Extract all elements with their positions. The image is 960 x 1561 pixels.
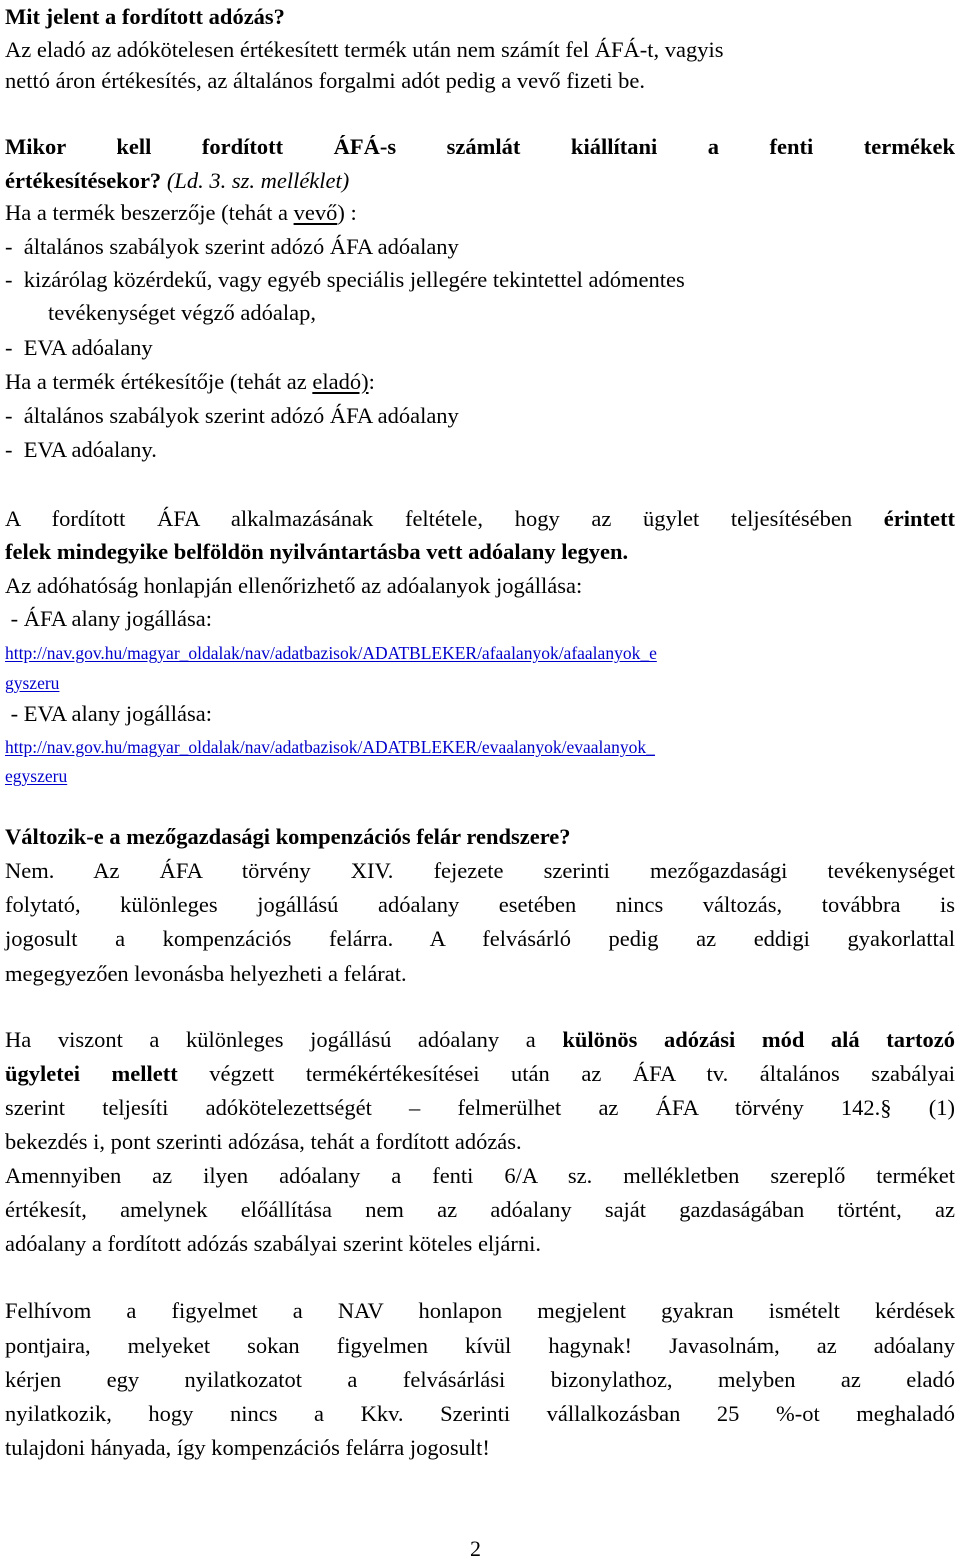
paragraph-line: adóalany a fordított adózás szabályai szerint köteles eljárni.: [5, 1231, 542, 1256]
paragraph-line: [5, 1026, 955, 1054]
question-line: [5, 167, 349, 195]
paragraph-line: nettó áron értékesítés, az általános forgalmi adót pedig a vevő fizeti be.: [5, 68, 645, 93]
text-span: A fordított ÁFA alkalmazásának feltétele, hogy az ügylet teljesítésében: [5, 506, 884, 531]
paragraph-line: értékesít, amelynek előállítása nem az adóalany saját gazdaságában történt, az: [5, 1197, 955, 1222]
eva-status-label: - EVA alany jogállása:: [5, 701, 213, 726]
paragraph-line: nyilatkozik, hogy nincs a Kkv. Szerinti vállalkozásban 25 %-ot meghaladó: [5, 1401, 955, 1426]
buyer-emphasis: vevő: [293, 200, 338, 225]
annex-reference: (Ld. 3. sz. melléklet): [161, 168, 350, 193]
text-span: Ha a termék beszerzője (tehát a: [5, 200, 294, 225]
text-span: végzett termékértékesítései után az ÁFA tv. általános szabályai: [177, 1061, 955, 1086]
paragraph-line: bekezdés i, pont szerinti adózása, tehát a fordított adózás.: [5, 1129, 522, 1154]
eva-status-link-continuation[interactable]: egyszeru: [5, 766, 68, 786]
seller-emphasis: eladó): [312, 369, 369, 394]
text-span: Ha a termék értékesítője (tehát az: [5, 369, 313, 394]
list-item: - EVA adóalany.: [5, 437, 157, 462]
afa-status-link[interactable]: http://nav.gov.hu/magyar_oldalak/nav/adatbazisok/ADATBLEKER/afaalanyok/afaalanyok_e: [5, 643, 657, 663]
paragraph-line: tulajdoni hányada, így kompenzációs felárra jogosult!: [5, 1435, 490, 1460]
paragraph-line: Az adóhatóság honlapján ellenőrizhető az adóalanyok jogállása:: [5, 573, 583, 598]
paragraph-line: megegyezően levonásba helyezheti a felárat.: [5, 961, 407, 986]
list-item: - általános szabályok szerint adózó ÁFA adóalany: [5, 403, 459, 428]
text-span: ) :: [337, 200, 357, 225]
afa-status-link-continuation[interactable]: gyszeru: [5, 673, 60, 693]
section-title-reverse-charge: Mit jelent a fordított adózás?: [5, 4, 285, 29]
paragraph-line: Amennyiben az ilyen adóalany a fenti 6/A sz. mellékletben szereplő terméket: [5, 1163, 955, 1188]
text-span: Ha viszont a különleges jogállású adóalany a: [5, 1027, 563, 1052]
question-text: értékesítésekor?: [5, 168, 162, 193]
list-item-continuation: tevékenységet végző adóalap,: [48, 300, 317, 325]
condition-emphasis: érintett: [883, 506, 955, 531]
list-item: - általános szabályok szerint adózó ÁFA adóalany: [5, 234, 459, 259]
paragraph-line: Nem. Az ÁFA törvény XIV. fejezete szerinti mezőgazdasági tevékenységet: [5, 858, 955, 883]
paragraph-line: kérjen egy nyilatkozatot a felvásárlási bizonylathoz, melyben az eladó: [5, 1367, 955, 1392]
eva-status-link[interactable]: http://nav.gov.hu/magyar_oldalak/nav/adatbazisok/ADATBLEKER/evaalanyok/evaalanyok_: [5, 737, 655, 757]
section-title-compensation: Változik-e a mezőgazdasági kompenzációs felár rendszere?: [5, 824, 571, 849]
paragraph-line: Felhívom a figyelmet a NAV honlapon megjelent gyakran ismételt kérdések: [5, 1298, 955, 1323]
afa-status-label: - ÁFA alany jogállása:: [5, 606, 213, 631]
page-number: 2: [470, 1536, 481, 1561]
paragraph-line: jogosult a kompenzációs felárra. A felvásárló pedig az eddigi gyakorlattal: [5, 926, 955, 951]
text-span: :: [368, 369, 375, 394]
paragraph-line: pontjaira, melyeket sokan figyelmen kívül hagynak! Javasolnám, az adóalany: [5, 1333, 955, 1358]
condition-line-bold: felek mindegyike belföldön nyilvántartásba vett adóalany legyen.: [5, 539, 629, 564]
list-item: - EVA adóalany: [5, 335, 153, 360]
buyer-condition: [5, 199, 357, 227]
seller-condition: [5, 368, 375, 396]
special-regime-emphasis-continuation: ügyletei mellett: [5, 1061, 178, 1086]
condition-line: [5, 505, 955, 533]
paragraph-line: folytató, különleges jogállású adóalany esetében nincs változás, továbbra is: [5, 892, 955, 917]
paragraph-line: [5, 1060, 955, 1088]
paragraph-line: szerint teljesíti adókötelezettségét – felmerülhet az ÁFA törvény 142.§ (1): [5, 1095, 955, 1120]
paragraph-line: Az eladó az adókötelesen értékesített termék után nem számít fel ÁFÁ-t, vagyis: [5, 37, 724, 62]
list-item: - kizárólag közérdekű, vagy egyéb speciális jellegére tekintettel adómentes: [5, 267, 685, 292]
section-title-invoice-question: Mikor kell fordított ÁFÁ-s számlát kiállítani a fenti termékek: [5, 134, 955, 159]
special-regime-emphasis: különös adózási mód alá tartozó: [562, 1027, 955, 1052]
